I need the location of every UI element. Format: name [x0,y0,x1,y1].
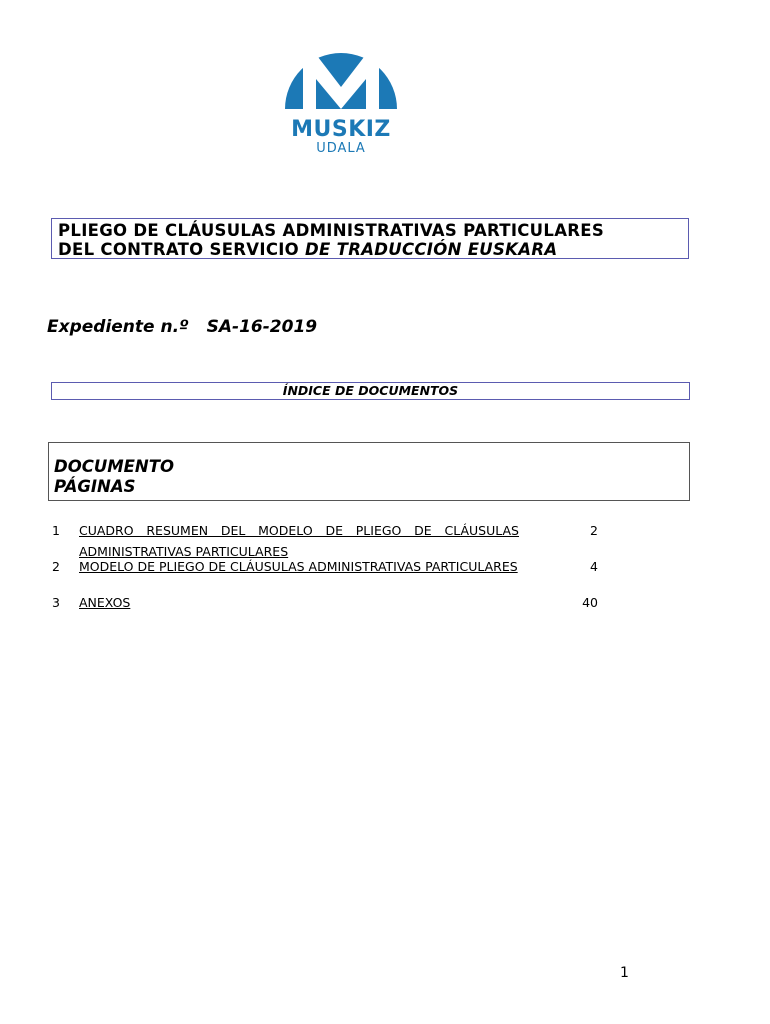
index-heading: ÍNDICE DE DOCUMENTOS [51,382,690,400]
muskiz-udala-logo [281,23,401,158]
document-number: 1 [52,523,60,538]
document-link[interactable]: CUADRO RESUMEN DEL MODELO DE PLIEGO DE CLÁUSULAS ADMINISTRATIVAS PARTICULARES [79,523,519,559]
expediente-code: SA-16-2019 [206,317,318,337]
expediente-label: Expediente n.º [47,317,189,337]
header-documento: DOCUMENTO [54,457,175,476]
documents-table-header [48,442,690,501]
title-line-2-prefix: DEL CONTRATO SERVICIO [58,240,306,259]
document-number: 2 [52,559,60,574]
document-link[interactable]: MODELO DE PLIEGO DE CLÁUSULAS ADMINISTRATIVAS PARTICULARES [79,559,518,574]
title-line-1: PLIEGO DE CLÁUSULAS ADMINISTRATIVAS PARTICULARES [58,221,605,240]
document-page: 40 [582,595,598,610]
title-line-2 [58,240,684,259]
title-line-2-italic: DE TRADUCCIÓN EUSKARA [305,240,558,259]
document-page: 4 [590,559,598,574]
page-number: 1 [620,965,629,981]
document-link[interactable]: ANEXOS [79,595,131,610]
logo-emblem [281,23,401,118]
document-title-box [51,218,689,259]
document-page: 2 [590,523,598,538]
logo-wordmark: MUSKIZ [291,117,391,142]
header-paginas: PÁGINAS [54,477,136,496]
expediente-line [47,317,317,337]
document-number: 3 [52,595,60,610]
logo-subtitle: UDALA [316,141,366,156]
